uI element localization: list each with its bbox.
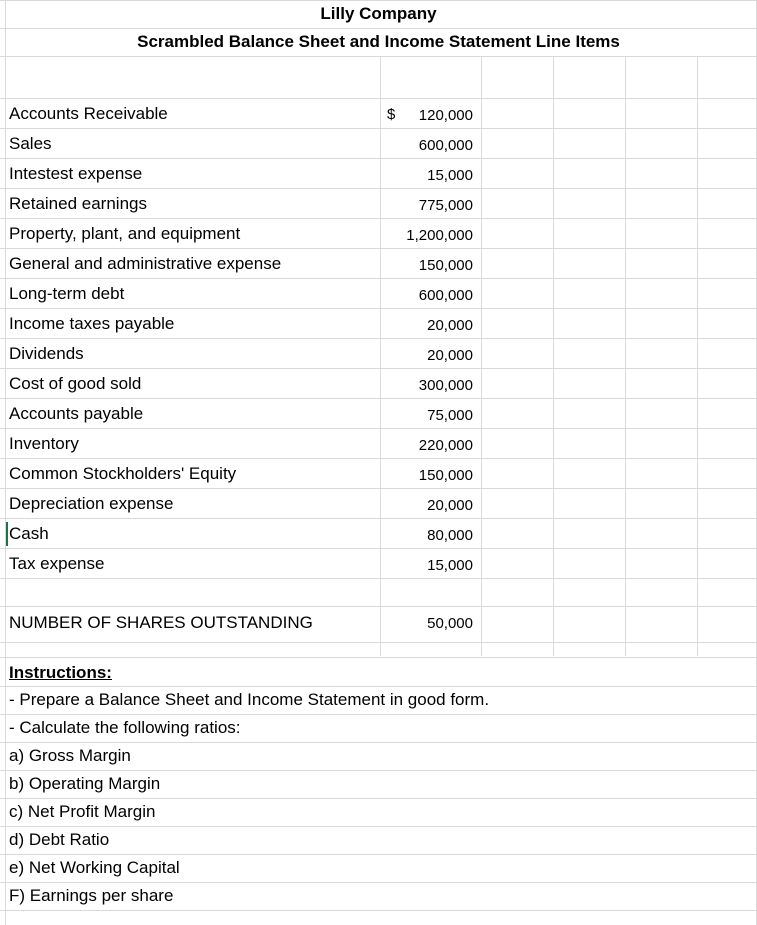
currency-symbol: $ [387,106,396,123]
ratio-item[interactable]: F) Earnings per share [9,886,174,905]
grid-row-line [0,910,757,911]
grid-row-line [0,488,757,489]
line-item-amount[interactable]: 150,000 [418,257,473,274]
grid-row-line [0,742,757,743]
grid-col-line [481,56,482,656]
grid-row-line [0,798,757,799]
grid-row-line [0,248,757,249]
shares-outstanding-label[interactable]: NUMBER OF SHARES OUTSTANDING [9,613,313,632]
grid-col-line [697,56,698,656]
grid-row-line [0,826,757,827]
sheet-subtitle[interactable]: Scrambled Balance Sheet and Income Statement Line Items [137,32,620,51]
line-item-label[interactable]: Income taxes payable [9,314,175,333]
grid-col-line [380,56,381,656]
line-item-amount[interactable]: 1,200,000 [406,227,473,244]
line-item-amount[interactable]: 20,000 [427,317,473,334]
line-item-label[interactable]: Intestest expense [9,164,143,183]
line-item-label[interactable]: Common Stockholders' Equity [9,464,237,483]
line-item-amount[interactable]: 20,000 [427,347,473,364]
grid-row-line [0,308,757,309]
grid-col-line [5,0,6,925]
line-item-amount[interactable]: 150,000 [418,467,473,484]
shares-outstanding-amount[interactable]: 50,000 [427,615,473,632]
grid-col-line [553,56,554,656]
line-item-label[interactable]: Accounts payable [9,404,144,423]
ratio-item[interactable]: a) Gross Margin [9,746,131,765]
line-item-amount[interactable]: 15,000 [427,557,473,574]
line-item-label[interactable]: Property, plant, and equipment [9,224,241,243]
ratio-item[interactable]: d) Debt Ratio [9,830,110,849]
grid-row-line [0,188,757,189]
grid-row-line [0,218,757,219]
line-item-label[interactable]: General and administrative expense [9,254,282,273]
line-item-amount[interactable]: 300,000 [418,377,473,394]
line-item-amount[interactable]: 120,000 [418,107,473,124]
line-item-label[interactable]: Long-term debt [9,284,125,303]
line-item-label[interactable]: Cost of good sold [9,374,142,393]
line-item-amount[interactable]: 600,000 [418,137,473,154]
line-item-label[interactable]: Inventory [9,434,79,453]
instructions-heading[interactable]: Instructions: [9,663,112,682]
line-item-label[interactable]: Dividends [9,344,84,363]
line-item-label[interactable]: Sales [9,134,52,153]
grid-row-line [0,368,757,369]
line-item-label[interactable]: Tax expense [9,554,105,573]
company-title[interactable]: Lilly Company [320,4,437,23]
line-item-amount[interactable]: 80,000 [427,527,473,544]
line-item-label[interactable]: Depreciation expense [9,494,174,513]
grid-row-line [0,28,757,29]
grid-row-line [0,642,757,643]
grid-row-line [0,854,757,855]
line-item-label[interactable]: Cash [9,524,49,543]
grid-row-line [0,398,757,399]
grid-row-line [0,882,757,883]
grid-col-line [625,56,626,656]
line-item-amount[interactable]: 775,000 [418,197,473,214]
ratio-item[interactable]: b) Operating Margin [9,774,161,793]
grid-row-line [0,278,757,279]
grid-row-line [0,158,757,159]
grid-row-line [0,770,757,771]
instruction-line[interactable]: - Prepare a Balance Sheet and Income Statement in good form. [9,690,490,709]
grid-row-line [0,657,757,658]
grid-row-line [0,714,757,715]
line-item-amount[interactable]: 15,000 [427,167,473,184]
grid-row-line [0,606,757,607]
line-item-amount[interactable]: 600,000 [418,287,473,304]
grid-row-line [0,686,757,687]
grid-row-line [0,428,757,429]
grid-row-line [0,0,757,1]
active-cell-indicator [6,522,8,546]
line-item-label[interactable]: Accounts Receivable [9,104,168,123]
grid-row-line [0,128,757,129]
ratio-item[interactable]: e) Net Working Capital [9,858,180,877]
grid-row-line [0,548,757,549]
grid-row-line [0,98,757,99]
grid-row-line [0,578,757,579]
line-item-label[interactable]: Retained earnings [9,194,147,213]
grid-row-line [0,338,757,339]
ratio-item[interactable]: c) Net Profit Margin [9,802,156,821]
line-item-amount[interactable]: 75,000 [427,407,473,424]
line-item-amount[interactable]: 20,000 [427,497,473,514]
instruction-line[interactable]: - Calculate the following ratios: [9,718,241,737]
grid-row-line [0,458,757,459]
grid-row-line [0,56,757,57]
grid-row-line [0,518,757,519]
line-item-amount[interactable]: 220,000 [418,437,473,454]
